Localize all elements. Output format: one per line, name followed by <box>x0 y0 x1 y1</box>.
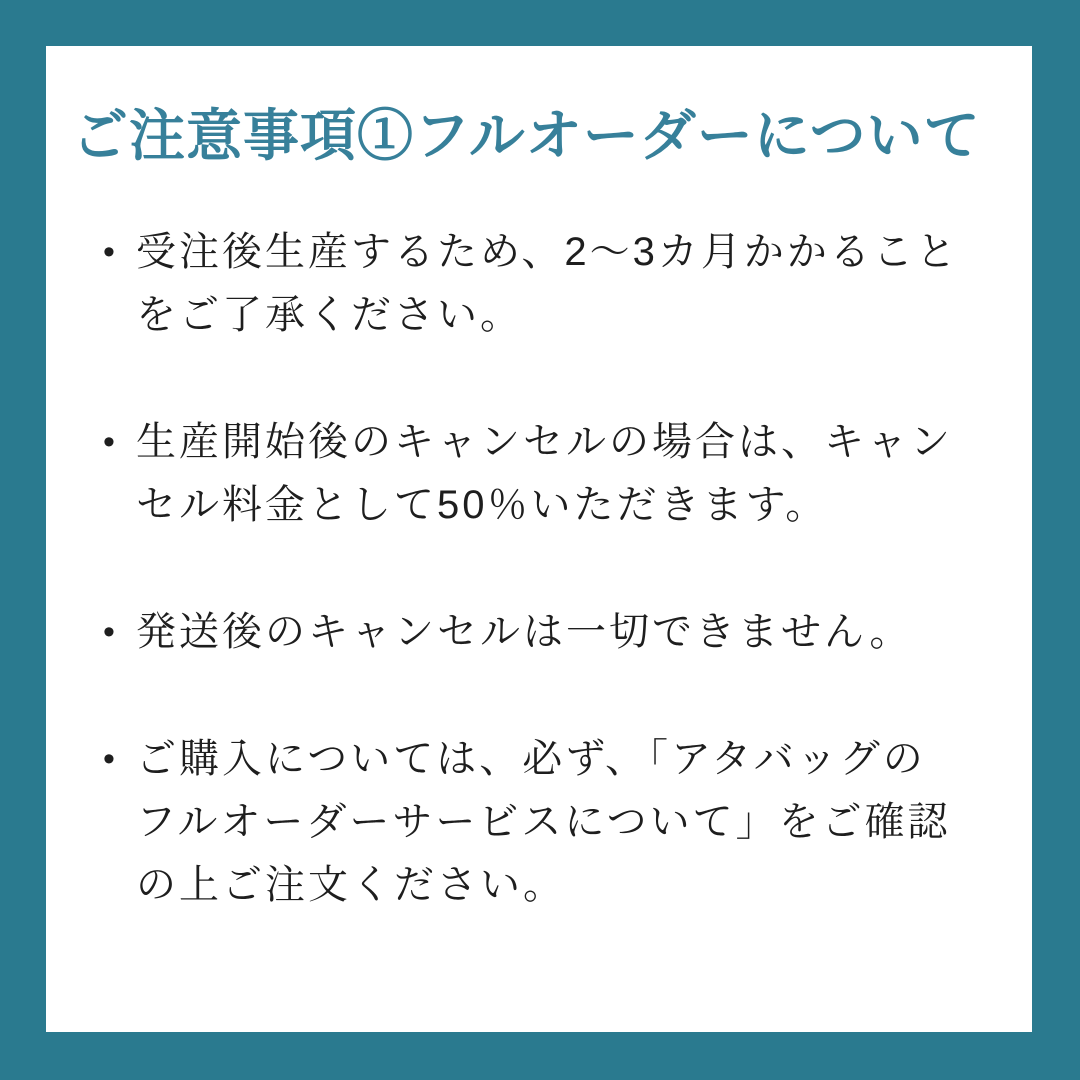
notice-panel <box>46 46 1032 1032</box>
bullet-line: • ご購入については、必ず、「アタバッグの <box>136 737 926 782</box>
list-item <box>103 411 1008 537</box>
bullet-line: フルオーダーサービスについて」をご確認 <box>136 800 951 845</box>
list-item <box>103 601 1008 664</box>
bullet-line: • 受注後生産するため、2〜3カ月かかること <box>136 230 959 275</box>
list-item <box>103 728 1008 917</box>
bullet-line: の上ご注文ください。 <box>136 863 566 908</box>
notice-title: ご注意事項①フルオーダーについて <box>72 104 981 167</box>
bullet-line: セル料金として50％いただきます。 <box>136 483 829 528</box>
bullet-line: • 生産開始後のキャンセルの場合は、キャン <box>136 420 953 465</box>
list-item <box>103 221 1008 347</box>
notice-list <box>103 221 1008 917</box>
bullet-line: • 発送後のキャンセルは一切できません。 <box>136 610 913 655</box>
bullet-line: をご了承ください。 <box>136 293 523 338</box>
